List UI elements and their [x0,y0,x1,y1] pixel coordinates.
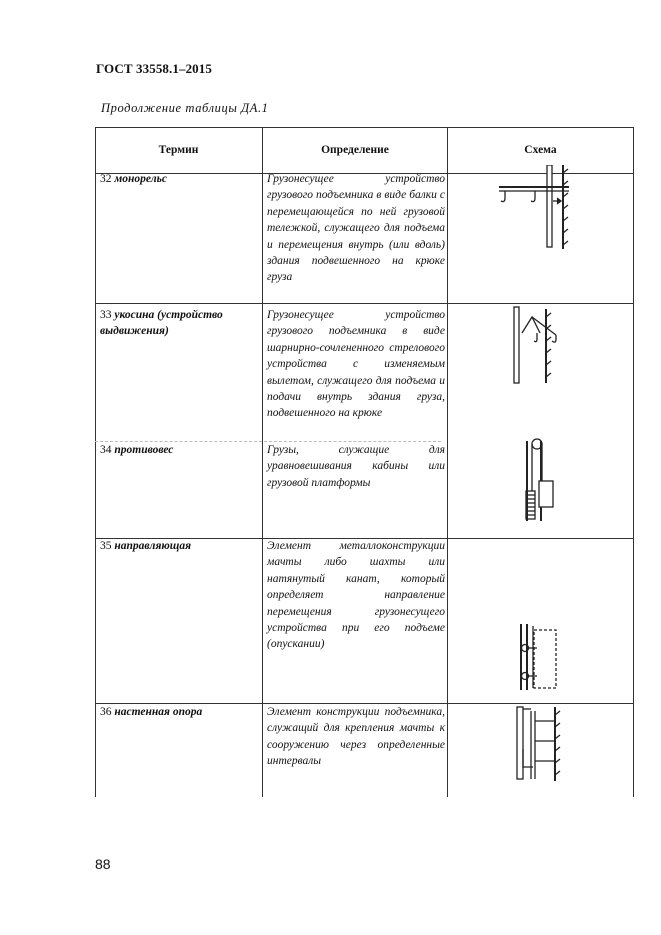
table-row-term [100,307,260,339]
term-number: 34 [100,444,112,456]
term-number: 32 [100,173,112,185]
term-number: 36 [100,706,112,718]
table-row-definition: Элемент конструкции подъемника, служащий для крепления мачты к сооружению через определенные интервалы [267,706,445,768]
table-row-term [100,704,260,720]
table-divider-definition [447,127,448,797]
column-header-definition: Определение [321,144,389,156]
table-border-left [95,127,96,797]
term-name: противовес [114,444,174,456]
column-header-schema: Схема [524,144,557,156]
guide-rail-schema-icon [515,622,565,692]
table-row-definition: Грузонесущее устройство грузового подъемника в виде шарнирно-сочлененного стрелового устройства с изменяемым вылетом, служащего для подъема и подачи внутрь здания груза, подвешенного на крюке [267,309,445,420]
row-divider [95,303,634,304]
counterweight-schema-icon [517,435,567,525]
jib-schema-icon [510,305,570,387]
term-name: настенная опора [114,706,203,718]
table-row-term [100,171,260,187]
table-row-definition: Элемент металлоконструкции мачты либо шахты или натянутый канат, который определяет направление перемещения грузонесущего устройства при его подъеме (опускании) [267,540,445,651]
monorail-schema-icon [495,165,585,251]
table-border-right [633,127,634,797]
table-row-term [100,538,260,554]
table-row-definition: Грузонесущее устройство грузового подъемника в виде балки с перемещающейся по ней грузовой тележкой, служащего для подъема и перемещения внутрь (или вдоль) здания подвешенного на крюке груза [267,173,445,284]
term-number: 35 [100,540,112,552]
table-row-term [100,442,260,458]
document-header: ГОСТ 33558.1–2015 [96,61,212,76]
term-name: монорельс [114,173,167,185]
terms-table [95,127,634,797]
table-caption: Продолжение таблицы ДА.1 [101,101,269,115]
table-row-definition: Грузы, служащие для уравновешивания кабины или грузовой платформы [267,444,445,489]
page-number: 88 [95,856,111,872]
term-name: укосина (устройство выдвижения) [100,309,223,337]
term-name: направляющая [114,540,192,552]
wall-support-schema-icon [513,705,573,785]
column-header-term: Термин [158,144,199,156]
term-number: 33 [100,309,112,321]
table-divider-term [262,127,263,797]
